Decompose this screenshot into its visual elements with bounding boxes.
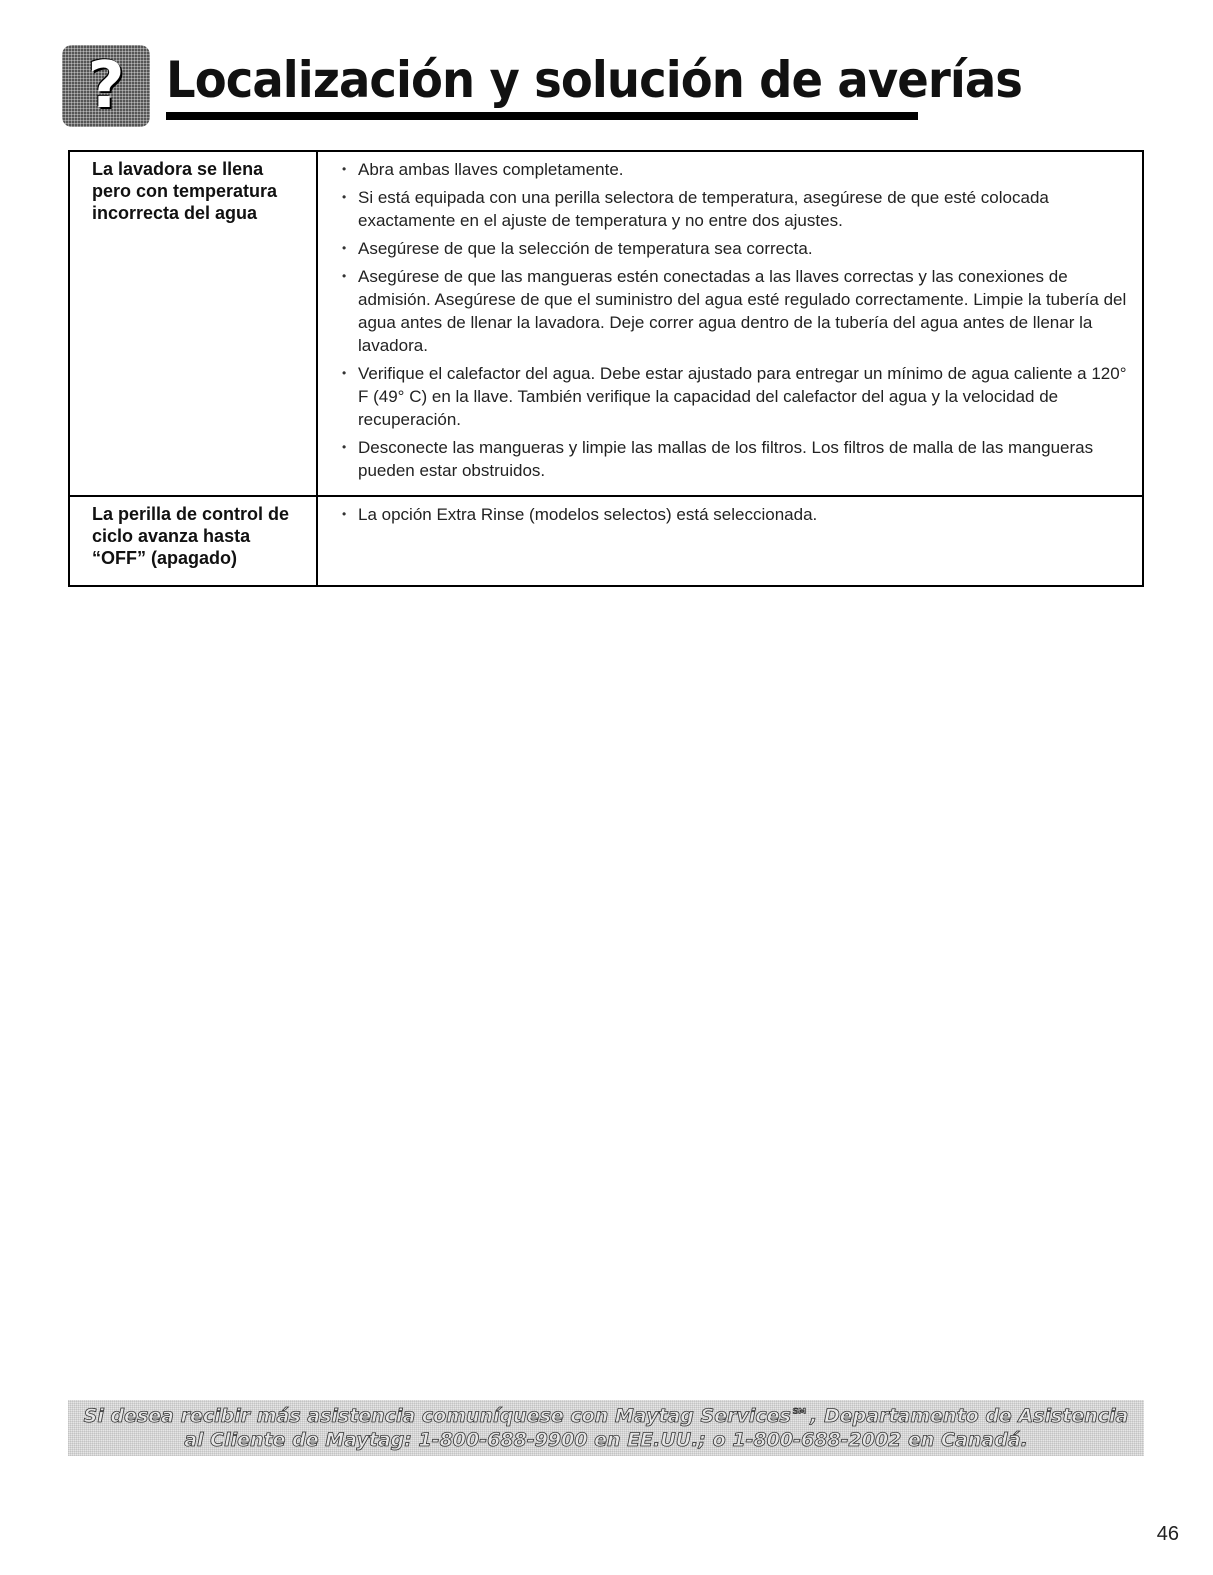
solution-item: • Abra ambas llaves completamente. bbox=[340, 158, 1132, 181]
title-underline bbox=[166, 112, 918, 120]
question-mark-glyph: ? bbox=[87, 49, 125, 123]
assistance-text-line-2: al Cliente de Maytag: 1-800-688-9900 en EE.UU.; o 1-800-688-2002 en Canadá. bbox=[184, 1429, 1028, 1451]
page-title: Localización y solución de averías bbox=[166, 51, 1023, 109]
table-row bbox=[69, 151, 1143, 496]
problem-cell: La perilla de control de ciclo avanza hasta “OFF” (apagado) bbox=[69, 496, 317, 586]
problem-cell: La lavadora se llena pero con temperatura incorrecta del agua bbox=[69, 151, 317, 496]
solution-item: • Asegúrese de que la selección de temperatura sea correcta. bbox=[340, 237, 1132, 260]
page-number: 46 bbox=[1156, 1523, 1179, 1545]
assistance-banner bbox=[68, 1400, 1144, 1456]
question-mark-icon bbox=[62, 45, 150, 127]
solutions-cell bbox=[317, 496, 1143, 586]
troubleshooting-table bbox=[68, 150, 1144, 587]
solution-item: • La opción Extra Rinse (modelos selectos) está seleccionada. bbox=[340, 503, 1132, 526]
solution-item: • Si está equipada con una perilla selectora de temperatura, asegúrese de que esté colocada exactamente en el ajuste de temperatura y no entre dos ajustes. bbox=[340, 186, 1132, 232]
solution-list bbox=[340, 158, 1132, 482]
table-row bbox=[69, 496, 1143, 586]
assistance-text-line-1: Si desea recibir más asistencia comuníquese con Maytag Services℠, Departamento de Asistencia bbox=[83, 1405, 1129, 1427]
page-header bbox=[62, 40, 1023, 130]
solution-item: • Asegúrese de que las mangueras estén conectadas a las llaves correctas y las conexiones de admisión. Asegúrese de que el suministro del agua esté regulado correctamente. Limpie la tubería del agua antes de llenar la lavadora. Deje correr agua dentro de la tubería del agua antes de llenar la lavadora. bbox=[340, 265, 1132, 357]
solution-item: • Desconecte las mangueras y limpie las mallas de los filtros. Los filtros de malla de las mangueras pueden estar obstruidos. bbox=[340, 436, 1132, 482]
solution-item: • Verifique el calefactor del agua. Debe estar ajustado para entregar un mínimo de agua caliente a 120° F (49° C) en la llave. También verifique la capacidad del calefactor del agua y la velocidad de recuperación. bbox=[340, 362, 1132, 431]
solution-list bbox=[340, 503, 1132, 526]
solutions-cell bbox=[317, 151, 1143, 496]
